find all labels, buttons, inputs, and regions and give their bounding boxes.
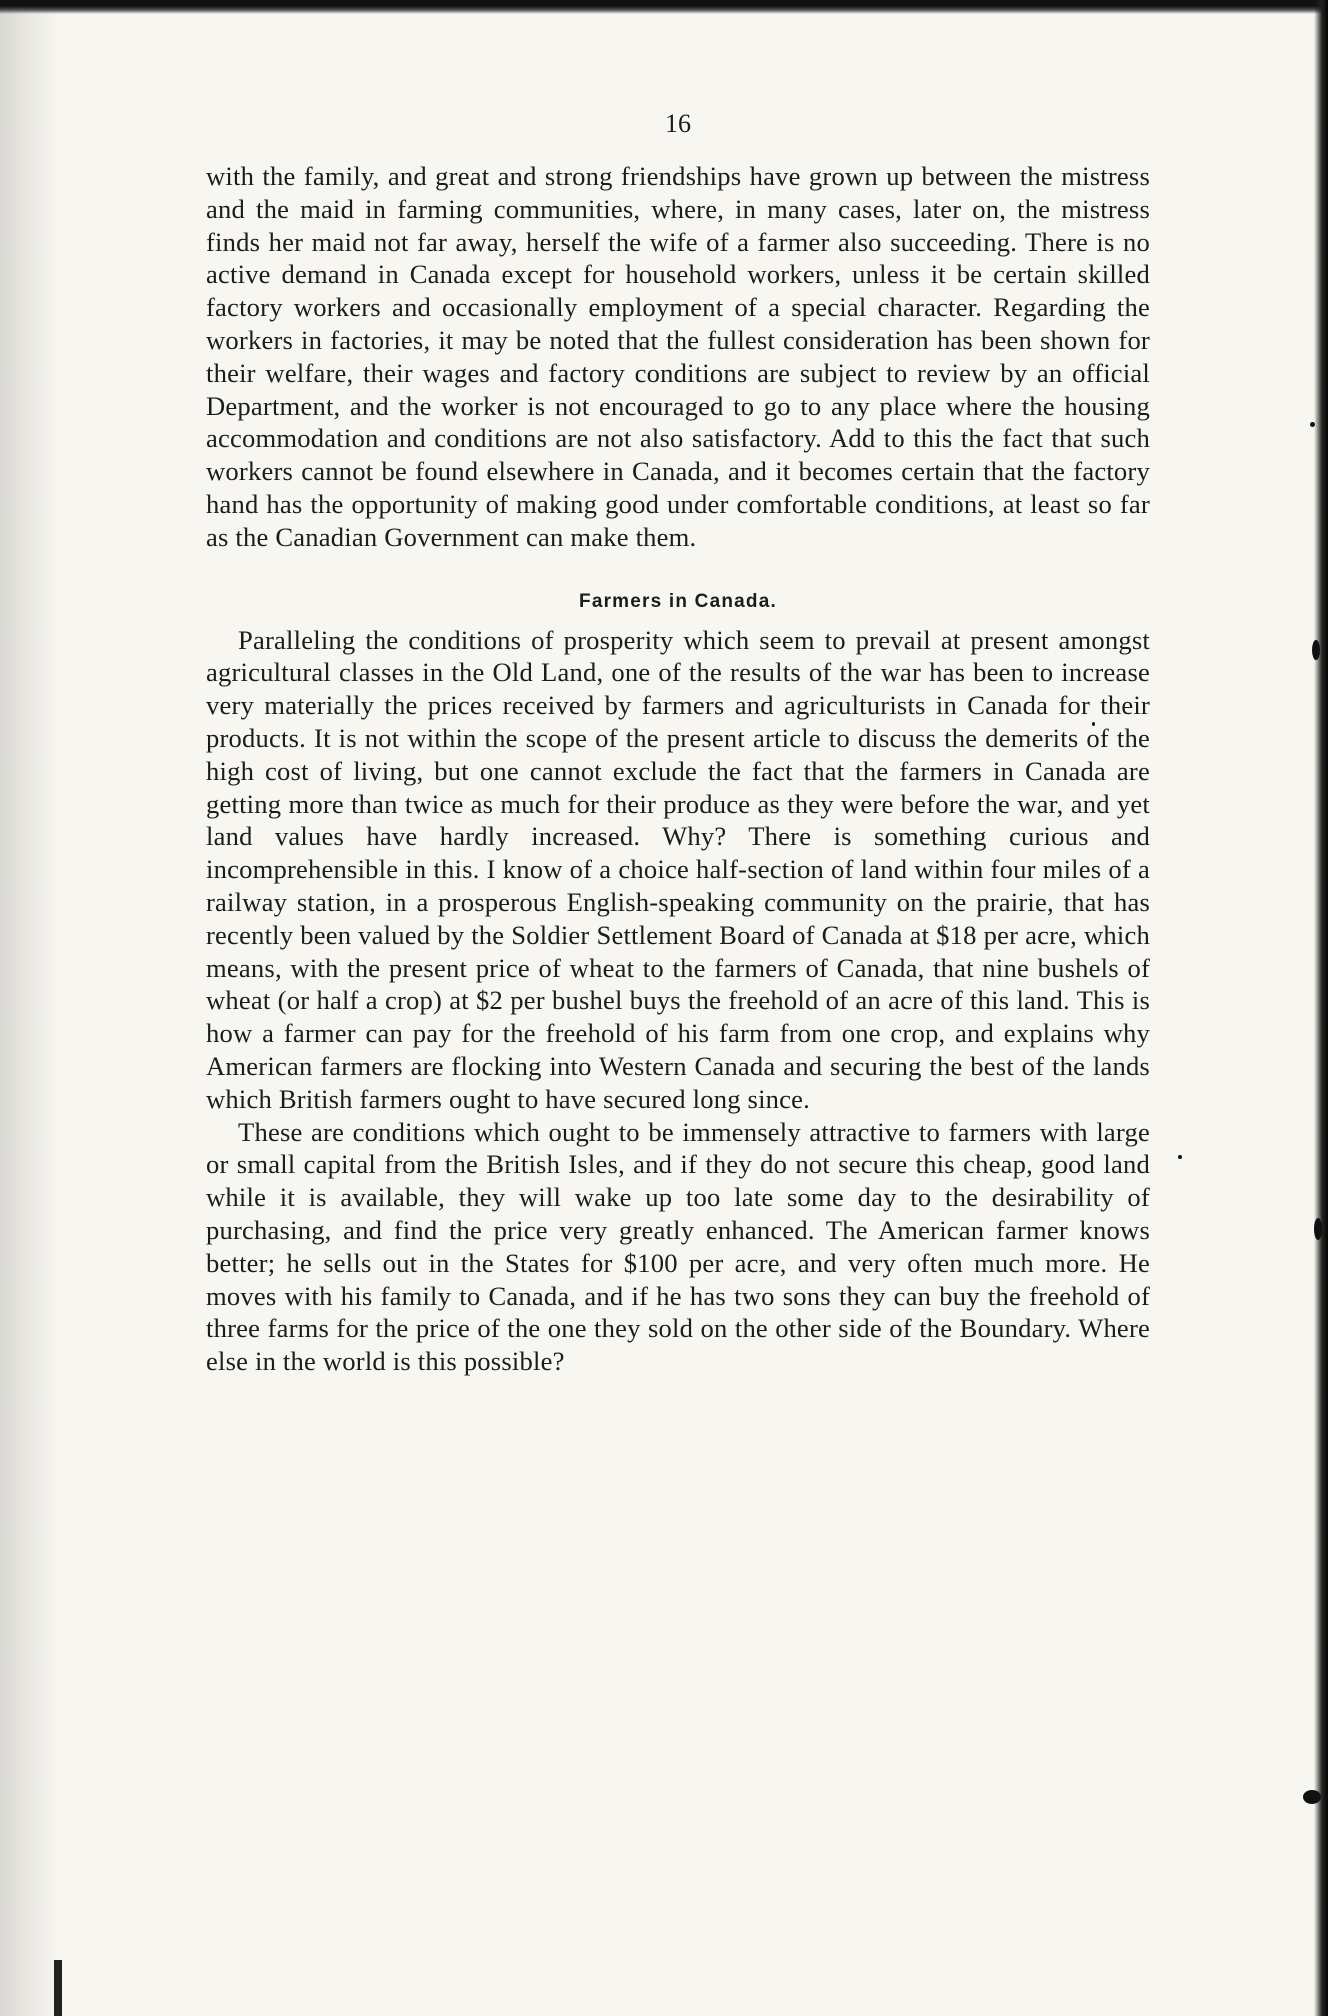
scan-top-border xyxy=(0,0,1328,14)
scan-right-border xyxy=(1314,0,1328,2016)
scan-speck xyxy=(1178,1155,1182,1159)
scan-speck xyxy=(1314,1218,1322,1240)
scan-left-edge-mark xyxy=(54,1960,62,2016)
document-page xyxy=(206,108,1150,1378)
scan-left-margin-shadow xyxy=(0,0,58,2016)
intro-paragraph: with the family, and great and strong friendships have grown up between the mistress and the maid in farming communities, where, in many cases, later on, the mistress finds her maid not far away, herself the wife of a farmer also succeeding. There is no active demand in Canada except for household workers, unless it be certain skilled factory workers and occasionally employment of a special character. Regarding the workers in factories, it may be noted that the fullest consideration has been shown for their welfare, their wages and factory conditions are subject to review by an official Department, and the worker is not encouraged to go to any place where the housing accommodation and conditions are not also satisfactory. Add to this the fact that such workers cannot be found elsewhere in Canada, and it becomes certain that the factory hand has the opportunity of making good under comfortable conditions, at least so far as the Canadian Government can make them. xyxy=(206,161,1150,552)
body-paragraph-farmers: Paralleling the conditions of prosperity which seem to prevail at present amongst agricultural classes in the Old Land, one of the results of the war has been to increase very materially the prices received by farmers and agriculturists in Canada for their products. It is not within the scope of the present article to discuss the demerits of the high cost of living, but one cannot exclude the fact that the farmers in Canada are getting more than twice as much for their produce as they were before the war, and yet land values have hardly increased. Why? There is something curious and incomprehensible in this. I know of a choice half-section of land within four miles of a railway station, in a prosperous English-speaking community on the prairie, that has recently been valued by the Soldier Settlement Board of Canada at $18 per acre, which means, with the present price of wheat to the farmers of Canada, that nine bushels of wheat (or half a crop) at $2 per bushel buys the freehold of an acre of this land. This is how a farmer can pay for the freehold of his farm from one crop, and explains why American farmers are flocking into Western Canada and securing the best of the lands which British farmers ought to have secured long since. xyxy=(206,624,1150,1114)
body-paragraph-conditions: These are conditions which ought to be immensely attractive to farmers with large or small capital from the British Isles, and if they do not secure this cheap, good land while it is available, they will wake up too late some day to the desirability of purchasing, and find the price very greatly enhanced. The American farmer knows better; he sells out in the States for $100 per acre, and very often much more. He moves with his family to Canada, and if he has two sons they can buy the freehold of three farms for the price of the one they sold on the other side of the Boundary. Where else in the world is this possible? xyxy=(206,1116,1150,1377)
scan-speck xyxy=(1312,640,1320,660)
scan-speck xyxy=(1303,1790,1321,1804)
section-heading: Farmers in Canada. xyxy=(579,590,777,612)
page-number: 16 xyxy=(665,109,691,138)
scan-speck xyxy=(1310,422,1315,427)
